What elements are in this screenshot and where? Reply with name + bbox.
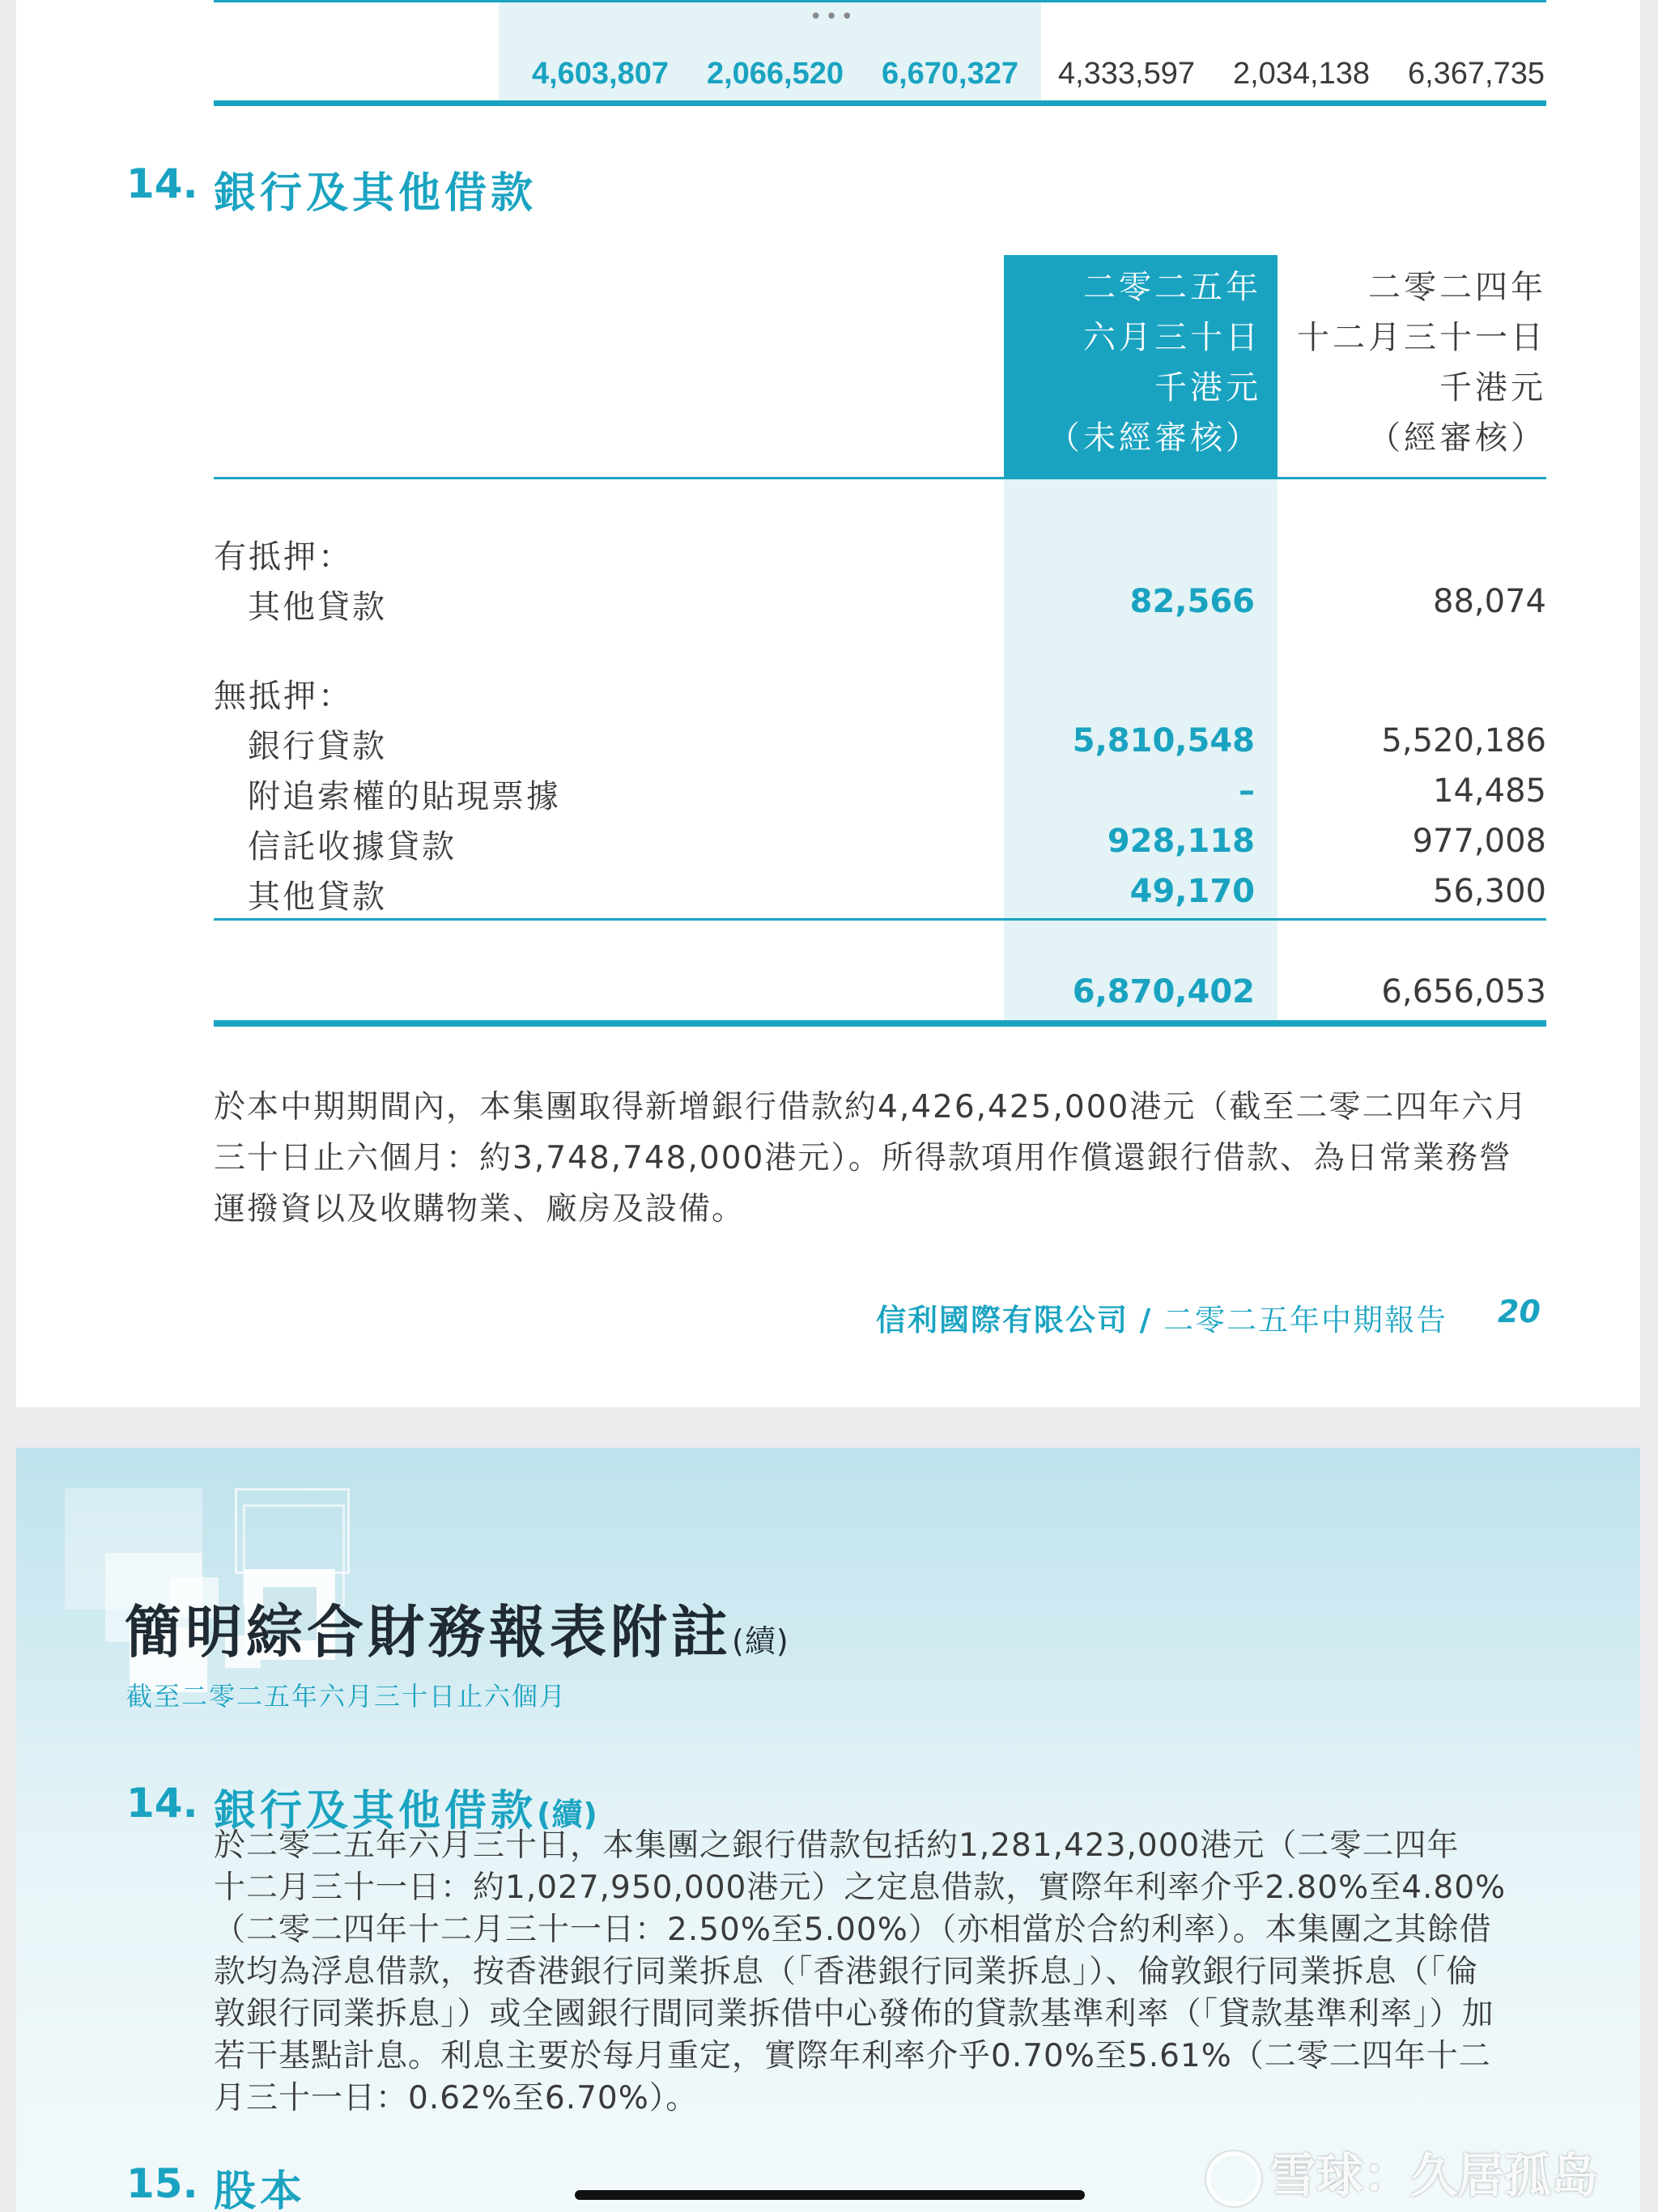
watermark-text: 雪球：久居孤岛: [1269, 2148, 1599, 2203]
unsecured-row-label: 信託收據貸款: [248, 828, 457, 866]
ellipsis-icon: •••: [810, 5, 857, 29]
unsecured-heading: 無抵押：: [214, 678, 353, 715]
secured-row-prior: 88,074: [1433, 583, 1546, 620]
paragraph-line: 於二零二五年六月三十日，本集團之銀行借款包括約1,281,423,000港元（二零二四年: [214, 1827, 1460, 1864]
prior-header-year: 二零二四年: [1368, 269, 1546, 306]
paragraph-line: 三十日止六個月：約3,748,748,000港元）。所得款項用作償還銀行借款、為日常業務營: [214, 1140, 1512, 1176]
top-value-1: 4,603,807: [531, 57, 669, 91]
total-current: 6,870,402: [1072, 973, 1255, 1010]
snowball-logo-icon: [1206, 2151, 1261, 2206]
paragraph-line: 運撥資以及收購物業、廠房及設備。: [214, 1191, 746, 1227]
page-title-text: 簡明綜合財務報表附註: [125, 1599, 732, 1665]
footer-report: 二零二五年中期報告: [1163, 1303, 1448, 1338]
home-indicator[interactable]: [575, 2190, 1085, 2200]
paragraph-line: 月三十一日：0.62%至6.70%）。: [214, 2080, 699, 2116]
unsecured-row-label: 附追索權的貼現票據: [248, 778, 561, 815]
unsecured-row-current: 49,170: [1129, 873, 1255, 910]
top-value-2: 2,066,520: [706, 57, 844, 91]
paragraph-line: 敦銀行同業拆息」）或全國銀行間同業拆借中心發佈的貸款基準利率（「貸款基準利率」）加: [214, 1996, 1494, 2032]
report-page-20: [16, 0, 1640, 1407]
top-value-3: 6,670,327: [881, 57, 1018, 91]
top-value-6: 6,367,735: [1407, 57, 1545, 91]
top-value-5: 2,034,138: [1232, 57, 1370, 91]
prior-header-date: 十二月三十一日: [1297, 319, 1546, 356]
unsecured-row-prior: 977,008: [1412, 823, 1546, 860]
section15-title: 股本: [214, 2167, 307, 2212]
page-footer: [876, 1295, 1448, 1339]
footer-separator: /: [1139, 1303, 1153, 1338]
unsecured-row-current: 928,118: [1107, 823, 1255, 860]
section14-number: 14.: [126, 1780, 198, 1827]
subtotal-rule: [214, 918, 1546, 921]
interest-note-paragraph: [214, 1825, 1558, 2120]
unsecured-row-prior: 14,485: [1433, 772, 1546, 810]
unsecured-row-label: 銀行貸款: [248, 728, 387, 765]
page-subtitle: 截至二零二五年六月三十日止六個月: [126, 1681, 568, 1712]
section-number: 14.: [126, 160, 198, 207]
unsecured-row-current: –: [1239, 772, 1255, 810]
borrowings-note-paragraph: [214, 1082, 1558, 1235]
unsecured-row-prior: 56,300: [1433, 873, 1546, 910]
prior-period-header: [1279, 262, 1546, 463]
section-title: 銀行及其他借款: [214, 169, 538, 218]
page-number: 20: [1498, 1294, 1541, 1329]
header-rule: [214, 477, 1546, 479]
paragraph-line: 款均為浮息借款，按香港銀行同業拆息（「香港銀行同業拆息」）、倫敦銀行同業拆息（「倫: [214, 1954, 1479, 1990]
paragraph-line: 十二月三十一日：約1,027,950,000港元）之定息借款，實際年利率介乎2.80%至4.80%: [214, 1870, 1507, 1906]
current-period-header: [1004, 262, 1261, 463]
secured-row-current: 82,566: [1129, 583, 1255, 620]
secured-row-label: 其他貸款: [248, 589, 387, 626]
footer-company: 信利國際有限公司: [876, 1303, 1129, 1338]
report-page-21: [16, 1448, 1640, 2212]
current-header-date: 六月三十日: [1083, 319, 1261, 356]
paragraph-line: （二零二四年十二月三十一日：2.50%至5.00%）（亦相當於合約利率）。本集團之其餘借: [214, 1912, 1492, 1948]
unsecured-row-label: 其他貸款: [248, 878, 387, 916]
section14-title-suffix: (續): [537, 1797, 598, 1832]
section15-number: 15.: [126, 2160, 198, 2207]
section14-title-text: 銀行及其他借款: [214, 1787, 538, 1836]
prior-header-unit: 千港元: [1439, 369, 1546, 406]
current-header-audit: （未經審核）: [1048, 419, 1261, 457]
top-rule: [214, 0, 1546, 2]
top-table-bottom-rule: [214, 100, 1546, 106]
current-header-year: 二零二五年: [1083, 269, 1261, 306]
unsecured-row-prior: 5,520,186: [1381, 722, 1546, 759]
current-header-unit: 千港元: [1154, 369, 1261, 406]
total-prior: 6,656,053: [1381, 973, 1546, 1010]
unsecured-row-current: 5,810,548: [1072, 722, 1255, 759]
total-double-rule: [214, 1020, 1546, 1027]
watermark: [1206, 2138, 1598, 2206]
top-value-4: 4,333,597: [1057, 57, 1195, 91]
page-title-suffix: (續): [732, 1623, 789, 1659]
page-title: [125, 1587, 789, 1669]
paragraph-line: 於本中期期間內，本集團取得新增銀行借款約4,426,425,000港元（截至二零二四年六月: [214, 1089, 1528, 1125]
prior-header-audit: （經審核）: [1368, 419, 1546, 457]
secured-heading: 有抵押：: [214, 538, 353, 576]
paragraph-line: 若干基點計息。利息主要於每月重定，實際年利率介乎0.70%至5.61%（二零二四年十二: [214, 2038, 1491, 2074]
